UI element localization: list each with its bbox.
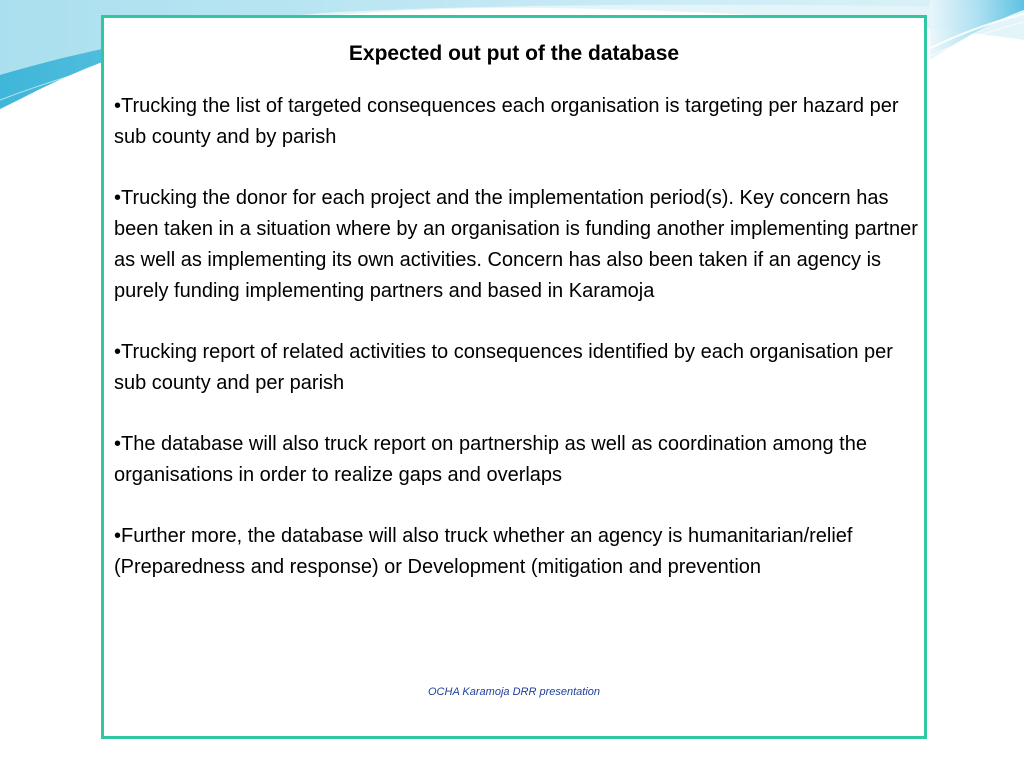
bullet-item: •Trucking the list of targeted consequences each organisation is targeting per hazard per sub county and by parish bbox=[114, 95, 899, 148]
slide-title: Expected out put of the database bbox=[348, 42, 680, 65]
bullet-item: •Further more, the database will also truck whether an agency is humanitarian/relief (Preparedness and response) or Development (mitigation and prevention bbox=[114, 525, 853, 578]
bullet-item: •Trucking report of related activities to consequences identified by each organisation per sub county and per parish bbox=[114, 341, 893, 394]
bullet-item: •The database will also truck report on partnership as well as coordination among the organisations in order to realize gaps and overlaps bbox=[114, 433, 867, 486]
slide-content-box bbox=[101, 15, 927, 739]
bullet-item: •Trucking the donor for each project and the implementation period(s). Key concern has been taken in a situation where by an organisation is funding another implementing partner as well as implementing its own activities. Concern has also been taken if an agency is purely funding implementing partners and based in Karamoja bbox=[114, 187, 918, 302]
slide-footer: OCHA Karamoja DRR presentation bbox=[428, 686, 600, 698]
bullet-list bbox=[114, 91, 922, 613]
